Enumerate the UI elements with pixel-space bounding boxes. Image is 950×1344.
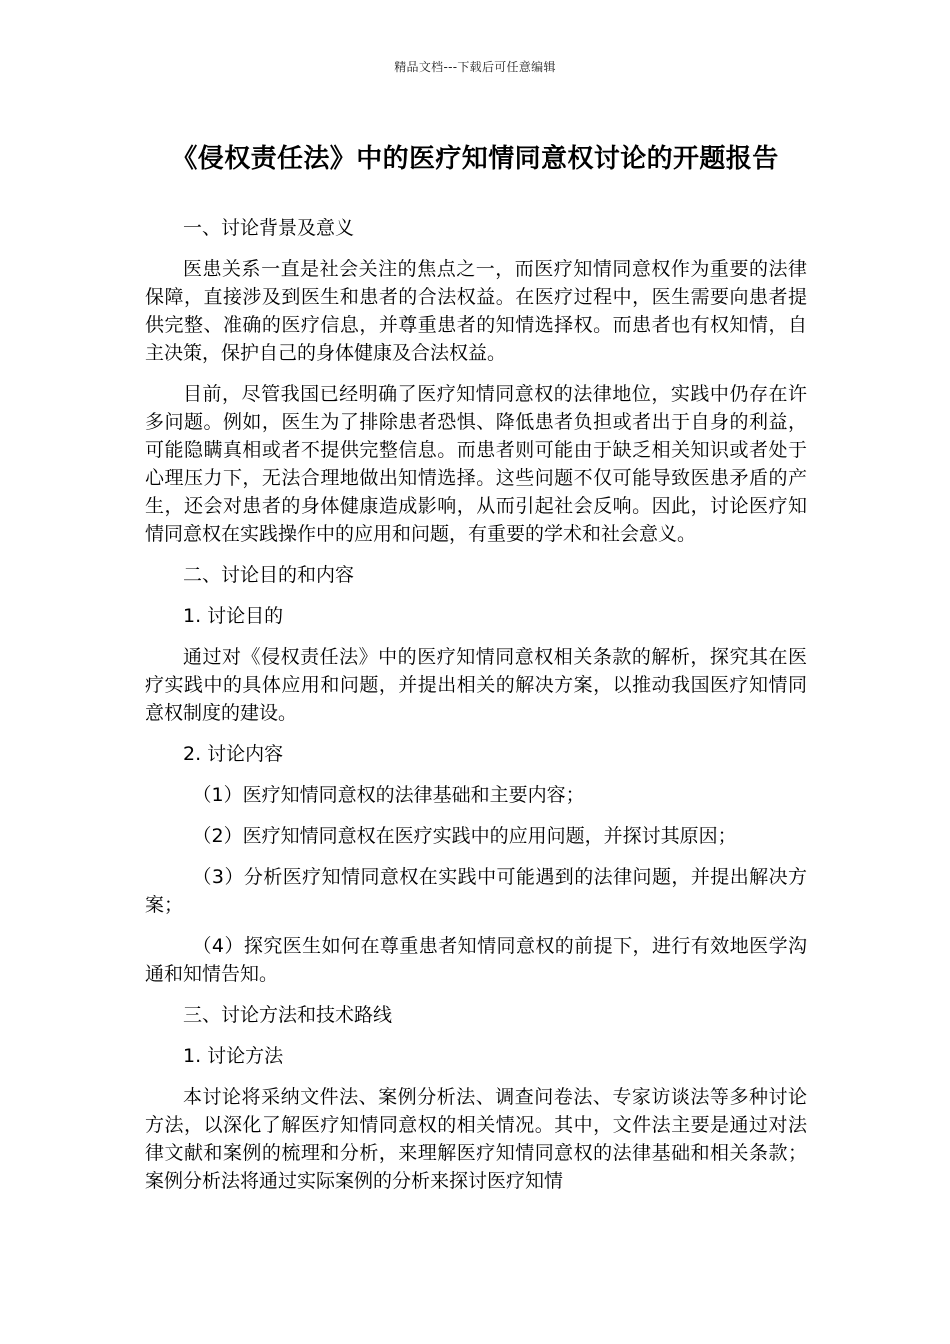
content-item: （2）医疗知情同意权在医疗实践中的应用问题，并探讨其原因； xyxy=(192,825,737,847)
document-body xyxy=(145,214,807,1208)
content-item: （3）分析医疗知情同意权在实践中可能遇到的法律问题，并提出解决方案； xyxy=(145,866,807,916)
section-3-paragraph-1: 本讨论将采纳文件法、案例分析法、调查问卷法、专家访谈法等多种讨论方法，以深化了解医疗知情同意权的相关情况。其中，文件法主要是通过对法律文献和案例的梳理和分析，来理解医疗知情同意权的法律基础和相关条款；案例分析法将通过实际案例的分析来探讨医疗知情 xyxy=(145,1086,807,1192)
content-item: （4）探究医生如何在尊重患者知情同意权的前提下，进行有效地医学沟通和知情告知。 xyxy=(145,935,807,985)
content-item: （1）医疗知情同意权的法律基础和主要内容； xyxy=(192,784,585,806)
section-2-subheading-content: 2. 讨论内容 xyxy=(183,743,284,765)
section-3-subheading-methods: 1. 讨论方法 xyxy=(183,1045,284,1067)
section-1-paragraph-2: 目前，尽管我国已经明确了医疗知情同意权的法律地位，实践中仍存在许多问题。例如，医生为了排除患者恐惧、降低患者负担或者出于自身的利益，可能隐瞒真相或者不提供完整信息。而患者则可能由于缺乏相关知识或者处于心理压力下，无法合理地做出知情选择。这些问题不仅可能导致医患矛盾的产生，还会对患者的身体健康造成影响，从而引起社会反响。因此，讨论医疗知情同意权在实践操作中的应用和问题，有重要的学术和社会意义。 xyxy=(145,383,807,545)
section-3-heading: 三、讨论方法和技术路线 xyxy=(183,1004,393,1026)
document-title: 《侵权责任法》中的医疗知情同意权讨论的开题报告 xyxy=(171,144,779,174)
section-1-paragraph-1: 医患关系一直是社会关注的焦点之一，而医疗知情同意权作为重要的法律保障，直接涉及到医生和患者的合法权益。在医疗过程中，医生需要向患者提供完整、准确的医疗信息，并尊重患者的知情选择权。而患者也有权知情，自主决策，保护自己的身体健康及合法权益。 xyxy=(145,258,807,364)
section-2-paragraph-1: 通过对《侵权责任法》中的医疗知情同意权相关条款的解析，探究其在医疗实践中的具体应用和问题，并提出相关的解决方案，以推动我国医疗知情同意权制度的建设。 xyxy=(145,646,807,724)
section-2-heading: 二、讨论目的和内容 xyxy=(183,564,355,586)
header-note: 精品文档---下载后可任意编辑 xyxy=(394,60,556,74)
section-2-subheading-purpose: 1. 讨论目的 xyxy=(183,605,284,627)
section-1-heading: 一、讨论背景及意义 xyxy=(183,217,355,239)
